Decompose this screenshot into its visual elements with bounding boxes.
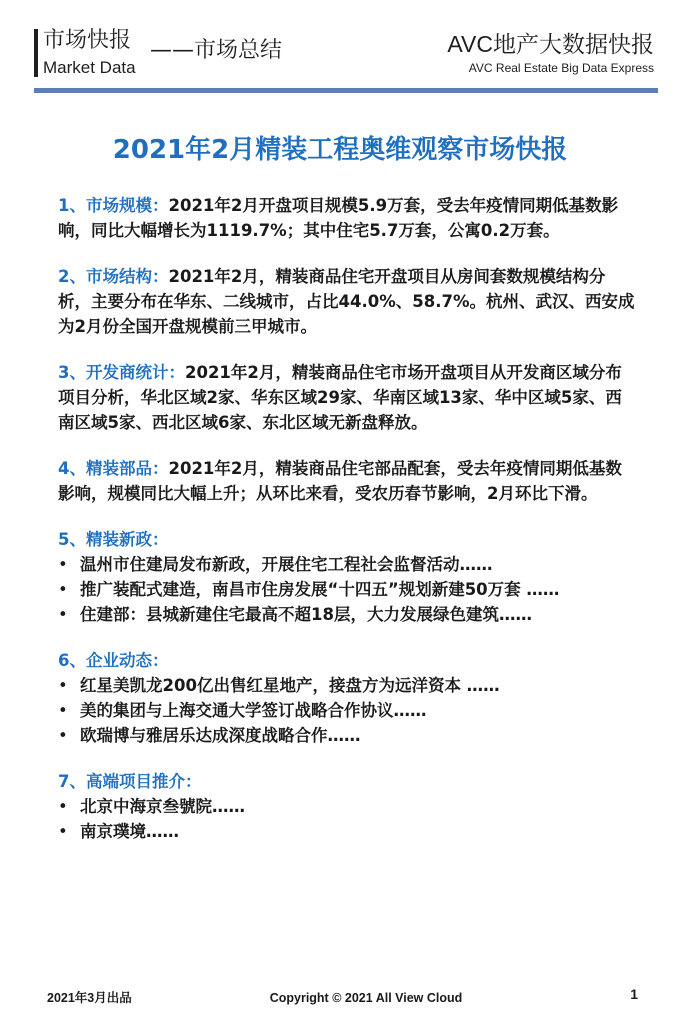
header-title-cn: 市场快报: [43, 28, 132, 53]
list-item-text: 红星美凯龙200亿出售红星地产，接盘方为远洋资本 ……: [80, 676, 500, 695]
bullet-icon: •: [58, 555, 68, 574]
bullet-icon: •: [58, 797, 68, 816]
section-text: 2021年2月，精装商品住宅开盘项目从房间套数规模结构分析，主要分布在华东、二线城市，占比44.0%、58.7%。杭州、武汉、西安成为2月份全国开盘规模前三甲城市。: [58, 267, 635, 336]
list-item: [58, 698, 638, 723]
policy-list: [58, 552, 638, 627]
bullet-icon: •: [58, 822, 68, 841]
header-title-en: Market Data: [43, 58, 136, 77]
list-item: [58, 602, 638, 627]
page-footer: [0, 986, 680, 1010]
bullet-icon: •: [58, 605, 68, 624]
section-heading: 5、精装新政：: [58, 530, 169, 549]
list-item-text: 温州市住建局发布新政，开展住宅工程社会监督活动……: [80, 555, 493, 574]
header-section-label: ——市场总结: [150, 38, 283, 63]
list-item-text: 南京璞境……: [80, 822, 179, 841]
bullet-icon: •: [58, 676, 68, 695]
list-item-text: 美的集团与上海交通大学签订战略合作协议……: [80, 701, 427, 720]
bullet-icon: •: [58, 580, 68, 599]
section-heading: 4、精装部品：: [58, 459, 169, 478]
header-brand-en: AVC Real Estate Big Data Express: [468, 61, 654, 75]
section-heading: 3、开发商统计：: [58, 363, 185, 382]
section-market-scale: [58, 193, 638, 243]
section-company-news: [58, 648, 638, 748]
section-fitout-parts: [58, 456, 638, 506]
section-heading: 2、市场结构：: [58, 267, 169, 286]
copyright-notice: Copyright © 2021 All View Cloud: [269, 991, 463, 1005]
section-text: 2021年2月开盘项目规模5.9万套，受去年疫情同期低基数影响，同比大幅增长为1119.7%；其中住宅5.7万套，公寓0.2万套。: [58, 196, 619, 240]
page-header: [0, 0, 680, 100]
section-text: 2021年2月，精装商品住宅市场开盘项目从开发商区域分布项目分析，华北区域2家、华东区域29家、华南区域13家、华中区域5家、西南区域5家、西北区域6家、东北区域无新盘释放。: [58, 363, 622, 432]
publish-date: 2021年3月出品: [47, 991, 132, 1005]
list-item: [58, 577, 638, 602]
report-body: [58, 193, 638, 865]
header-accent-bar: [34, 29, 38, 77]
bullet-icon: •: [58, 701, 68, 720]
company-news-list: [58, 673, 638, 748]
list-item: [58, 819, 638, 844]
section-heading: 1、市场规模：: [58, 196, 169, 215]
premium-project-list: [58, 794, 638, 844]
list-item-text: 北京中海京叁號院……: [80, 797, 245, 816]
section-market-structure: [58, 264, 638, 339]
list-item: [58, 723, 638, 748]
list-item-text: 住建部：县城新建住宅最高不超18层，大力发展绿色建筑……: [80, 605, 532, 624]
page-number: 1: [630, 986, 638, 1002]
page-title: 2021年2月精装工程奥维观察市场快报: [112, 135, 568, 165]
section-premium-projects: [58, 769, 638, 844]
section-heading: 7、高端项目推介：: [58, 772, 202, 791]
section-heading: 6、企业动态：: [58, 651, 169, 670]
list-item-text: 推广装配式建造，南昌市住房发展“十四五”规划新建50万套 ……: [80, 580, 560, 599]
header-brand-cn: AVC地产大数据快报: [447, 31, 654, 57]
list-item: [58, 794, 638, 819]
header-divider: [34, 88, 658, 93]
list-item: [58, 673, 638, 698]
section-developer-stats: [58, 360, 638, 435]
bullet-icon: •: [58, 726, 68, 745]
section-text: 2021年2月，精装商品住宅部品配套，受去年疫情同期低基数影响，规模同比大幅上升；从环比来看，受农历春节影响，2月环比下滑。: [58, 459, 622, 503]
section-new-policy: [58, 527, 638, 627]
list-item-text: 欧瑞博与雅居乐达成深度战略合作……: [80, 726, 361, 745]
list-item: [58, 552, 638, 577]
